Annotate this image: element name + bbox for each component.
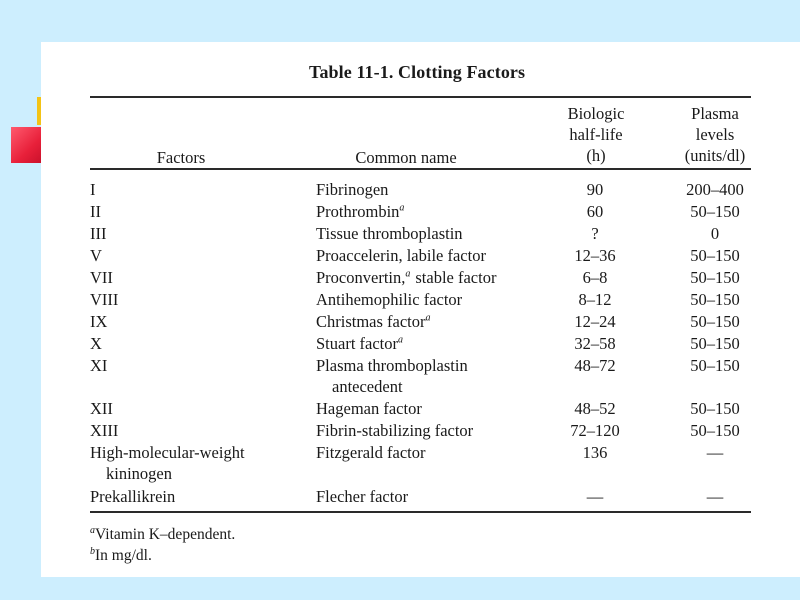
factor-label: VIII <box>90 290 119 309</box>
bottom-rule <box>90 511 751 513</box>
cell-common-name <box>316 420 546 441</box>
cell-plasma-level: 50–150 <box>690 246 740 265</box>
cell-common-name <box>316 201 546 222</box>
cell-plasma-level: 0 <box>710 224 720 243</box>
cell-common-name <box>316 398 546 419</box>
cell-common-name <box>316 311 546 332</box>
header-common-name: Common name <box>355 148 457 167</box>
header-plasma-line1: Plasma <box>691 104 739 123</box>
cell-plasma-level: — <box>706 487 724 506</box>
cell-factor <box>90 398 310 419</box>
cell-plasma-level: 50–150 <box>690 334 740 353</box>
cell-plasma-level: 50–150 <box>690 356 740 375</box>
footnote-text: Vitamin K–dependent. <box>95 526 236 543</box>
cell-plasma-level: 50–150 <box>690 312 740 331</box>
cell-factor <box>90 267 310 288</box>
cell-plasma-level: 50–150 <box>690 202 740 221</box>
factor-label: IX <box>90 312 108 331</box>
cell-common-name <box>316 223 546 244</box>
header-plasma-line3: (units/dl) <box>684 146 746 165</box>
common-name-text: Fibrinogen <box>316 180 389 199</box>
common-name-text: Christmas factor <box>316 312 426 331</box>
factor-label: I <box>90 180 96 199</box>
cell-common-name <box>316 245 546 266</box>
cell-factor <box>90 245 310 266</box>
cell-factor <box>90 311 310 332</box>
cell-factor <box>90 333 310 354</box>
cell-plasma-level: 50–150 <box>690 399 740 418</box>
cell-common-name <box>316 267 546 288</box>
table-title: Table 11-1. Clotting Factors <box>309 62 526 82</box>
common-name-text: Proconvertin, <box>316 268 406 287</box>
cell-half-life: 8–12 <box>578 290 612 309</box>
common-name-continued: antecedent <box>332 377 403 396</box>
header-half-life <box>551 103 641 166</box>
cell-plasma-level: — <box>706 443 724 462</box>
cell-factor <box>90 486 310 507</box>
footnote-marker: a <box>399 202 405 214</box>
common-name-text: Hageman factor <box>316 399 422 418</box>
factor-label: VII <box>90 268 113 287</box>
cell-half-life: 90 <box>586 180 604 199</box>
header-half-life-line1: Biologic <box>567 104 625 123</box>
cell-common-name <box>316 289 546 310</box>
footnote-mark: b <box>90 545 95 557</box>
factor-label: II <box>90 202 101 221</box>
decorative-red-square <box>11 127 43 163</box>
header-rule <box>90 168 751 170</box>
factor-label: High-molecular-weight <box>90 443 245 462</box>
cell-half-life: 48–72 <box>574 356 616 375</box>
cell-plasma-level: 200–400 <box>686 180 744 199</box>
cell-factor <box>90 179 310 200</box>
footnote-text: In mg/dl. <box>95 547 152 564</box>
cell-factor <box>90 420 310 441</box>
cell-plasma-level: 50–150 <box>690 421 740 440</box>
footnote-b <box>90 545 235 566</box>
common-name-continued: stable factor <box>415 268 497 287</box>
factor-label: XIII <box>90 421 119 440</box>
top-rule <box>90 96 751 98</box>
cell-common-name <box>316 486 546 507</box>
header-half-life-line3: (h) <box>586 146 606 165</box>
cell-half-life: ? <box>591 224 599 243</box>
header-plasma-line2: levels <box>695 125 735 144</box>
cell-plasma-level: 50–150 <box>690 290 740 309</box>
cell-half-life: 60 <box>586 202 604 221</box>
footnote-mark: a <box>90 524 95 536</box>
cell-factor <box>90 442 310 484</box>
cell-common-name <box>316 355 546 397</box>
common-name-text: Prothrombin <box>316 202 400 221</box>
table-sheet <box>41 42 800 577</box>
factor-label-continued: kininogen <box>106 464 172 483</box>
common-name-text: Tissue thromboplastin <box>316 224 463 243</box>
cell-half-life: — <box>586 487 604 506</box>
cell-common-name <box>316 179 546 200</box>
header-half-life-line2: half-life <box>569 125 623 144</box>
cell-half-life: 6–8 <box>582 268 608 287</box>
common-name-text: Stuart factor <box>316 334 399 353</box>
common-name-text: Antihemophilic factor <box>316 290 463 309</box>
footnote-marker: a <box>398 334 404 346</box>
cell-factor <box>90 355 310 376</box>
common-name-text: Flecher factor <box>316 487 409 506</box>
footnotes <box>90 524 235 566</box>
factor-label: XII <box>90 399 113 418</box>
cell-half-life: 12–36 <box>574 246 616 265</box>
factor-label: XI <box>90 356 108 375</box>
common-name-text: Fibrin-stabilizing factor <box>316 421 474 440</box>
cell-half-life: 136 <box>582 443 608 462</box>
cell-common-name <box>316 442 546 463</box>
cell-factor <box>90 201 310 222</box>
footnote-a <box>90 524 235 545</box>
cell-plasma-level: 50–150 <box>690 268 740 287</box>
cell-half-life: 12–24 <box>574 312 616 331</box>
factor-label: V <box>90 246 102 265</box>
factor-label: Prekallikrein <box>90 487 176 506</box>
header-factors: Factors <box>156 148 206 167</box>
header-plasma-levels <box>665 103 765 166</box>
factor-label: X <box>90 334 102 353</box>
cell-common-name <box>316 333 546 354</box>
footnote-marker: a <box>405 268 411 280</box>
cell-half-life: 32–58 <box>574 334 616 353</box>
cell-half-life: 72–120 <box>570 421 620 440</box>
common-name-text: Proaccelerin, labile factor <box>316 246 486 265</box>
cell-factor <box>90 289 310 310</box>
cell-half-life: 48–52 <box>574 399 616 418</box>
common-name-text: Fitzgerald factor <box>316 443 426 462</box>
factor-label: III <box>90 224 107 243</box>
common-name-text: Plasma thromboplastin <box>316 356 468 375</box>
cell-factor <box>90 223 310 244</box>
footnote-marker: a <box>425 312 431 324</box>
